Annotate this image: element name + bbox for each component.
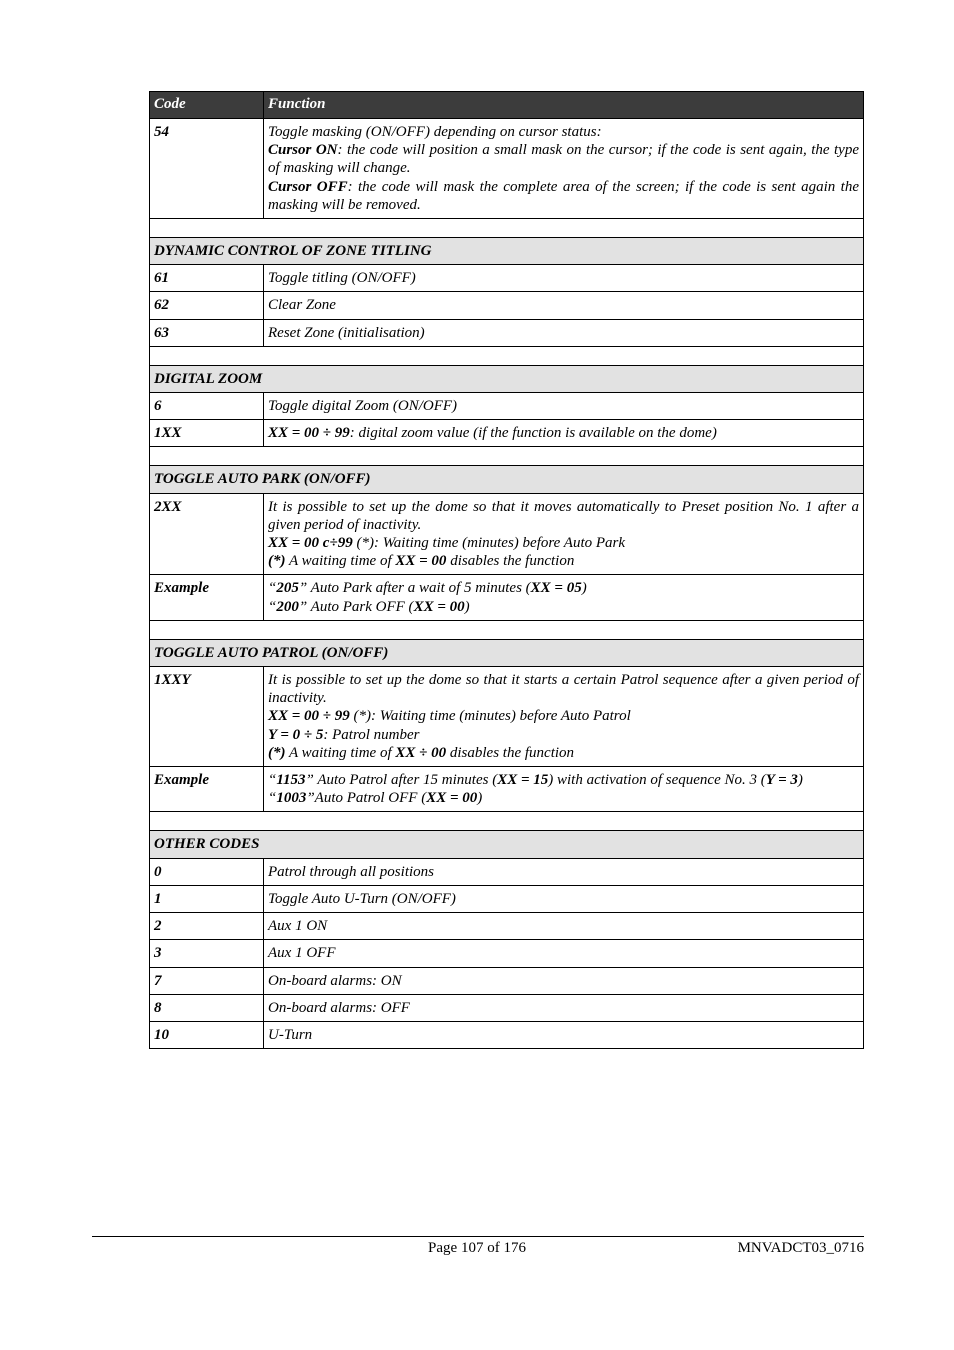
table-row xyxy=(150,265,864,292)
function-text: ” Auto Patrol after 15 minutes ( xyxy=(305,772,498,789)
function-cell: U-Turn xyxy=(264,1021,864,1048)
table-row xyxy=(150,667,864,767)
function-text: ” Auto Park OFF ( xyxy=(298,598,414,615)
function-cell xyxy=(264,575,864,620)
header-code: Code xyxy=(150,92,264,119)
bold-term: XX = 00 ÷ 99 xyxy=(268,708,350,725)
table-row xyxy=(150,575,864,620)
bold-term: (*) xyxy=(268,553,286,570)
section-title: TOGGLE AUTO PATROL (ON/OFF) xyxy=(150,639,864,666)
code-cell: 6 xyxy=(150,393,264,420)
document-code: MNVADCT03_0716 xyxy=(737,1240,864,1256)
table-row xyxy=(150,319,864,346)
code-cell: 1 xyxy=(150,885,264,912)
section-title: OTHER CODES xyxy=(150,831,864,858)
function-text: ) xyxy=(797,772,803,789)
spacer-row xyxy=(150,620,864,639)
section-title: DYNAMIC CONTROL OF ZONE TITLING xyxy=(150,238,864,265)
code-cell: 61 xyxy=(150,265,264,292)
bold-term: XX ÷ 00 xyxy=(395,744,447,761)
code-cell: 63 xyxy=(150,319,264,346)
section-title: TOGGLE AUTO PARK (ON/OFF) xyxy=(150,466,864,493)
function-text: (*): Waiting time (minutes) before Auto Patrol xyxy=(349,708,631,725)
spacer-row xyxy=(150,219,864,238)
table-row xyxy=(150,967,864,994)
example-label: Example xyxy=(150,767,264,812)
bold-term: XX = 00 c÷99 xyxy=(268,535,353,552)
function-text: disables the function xyxy=(446,553,575,570)
bold-term: XX = 00 ÷ 99 xyxy=(268,425,350,442)
function-cell: On-board alarms: ON xyxy=(264,967,864,994)
function-text: A waiting time of xyxy=(285,744,396,761)
function-text: : the code will mask the complete area of the screen; if the code is sent again the masking will be removed. xyxy=(268,178,860,213)
code-cell: 54 xyxy=(150,119,264,219)
bold-term: XX = 00 xyxy=(395,553,447,570)
function-text: ”Auto Patrol OFF ( xyxy=(306,790,427,807)
header-function: Function xyxy=(264,92,864,119)
function-cell: Aux 1 ON xyxy=(264,913,864,940)
function-cell: Aux 1 OFF xyxy=(264,940,864,967)
bold-term: 1003 xyxy=(276,790,307,807)
function-text: A waiting time of xyxy=(285,553,396,570)
function-cell xyxy=(264,493,864,575)
function-text: ) xyxy=(581,580,587,597)
example-label: Example xyxy=(150,575,264,620)
function-text: : digital zoom value (if the function is available on the dome) xyxy=(349,425,717,442)
function-text: disables the function xyxy=(446,744,575,761)
function-text: ) xyxy=(464,598,470,615)
function-cell: Toggle digital Zoom (ON/OFF) xyxy=(264,393,864,420)
code-cell: 7 xyxy=(150,967,264,994)
table-row xyxy=(150,767,864,812)
bold-term: XX = 05 xyxy=(530,580,582,597)
function-cell: Reset Zone (initialisation) xyxy=(264,319,864,346)
function-cell xyxy=(264,420,864,447)
table-row xyxy=(150,858,864,885)
code-cell: 0 xyxy=(150,858,264,885)
function-text: It is possible to set up the dome so that it starts a certain Patrol sequence after a given period of inactivity. xyxy=(268,672,859,707)
code-cell: 3 xyxy=(150,940,264,967)
function-text: : the code will position a small mask on the cursor; if the code is sent again, the type of masking will change. xyxy=(268,142,859,177)
code-cell: 8 xyxy=(150,994,264,1021)
bold-term: XX = 00 xyxy=(426,790,478,807)
function-text: (*): Waiting time (minutes) before Auto Park xyxy=(352,535,626,552)
function-text: It is possible to set up the dome so that it moves automatically to Preset position No. 1 after a given period of inactivity. xyxy=(268,498,859,533)
quote-mark: “ xyxy=(268,790,277,807)
function-text: : Patrol number xyxy=(323,726,420,743)
footer-divider xyxy=(92,1236,864,1237)
bold-term: (*) xyxy=(268,744,286,761)
spacer-row xyxy=(150,447,864,466)
bold-term: Y = 3 xyxy=(765,772,798,789)
bold-term: XX = 00 xyxy=(413,598,465,615)
bold-term: Cursor ON xyxy=(268,142,338,159)
quote-mark: “ xyxy=(268,772,277,789)
table-row xyxy=(150,493,864,575)
section-title: DIGITAL ZOOM xyxy=(150,365,864,392)
function-cell xyxy=(264,767,864,812)
code-cell: 1XX xyxy=(150,420,264,447)
table-row xyxy=(150,885,864,912)
function-cell: Clear Zone xyxy=(264,292,864,319)
codes-table xyxy=(149,91,864,1049)
function-cell xyxy=(264,119,864,219)
page-number: Page 107 of 176 xyxy=(428,1240,526,1256)
code-cell: 10 xyxy=(150,1021,264,1048)
function-cell: Patrol through all positions xyxy=(264,858,864,885)
function-cell xyxy=(264,667,864,767)
function-cell: On-board alarms: OFF xyxy=(264,994,864,1021)
table-row xyxy=(150,292,864,319)
function-text: ) with activation of sequence No. 3 ( xyxy=(548,772,766,789)
table-row xyxy=(150,913,864,940)
code-cell: 2 xyxy=(150,913,264,940)
section-header xyxy=(150,831,864,858)
bold-term: Y = 0 ÷ 5 xyxy=(268,726,324,743)
quote-mark: “ xyxy=(268,580,277,597)
bold-term: 200 xyxy=(276,598,299,615)
table-row xyxy=(150,119,864,219)
function-text: ) xyxy=(477,790,483,807)
table-row xyxy=(150,393,864,420)
spacer-row xyxy=(150,812,864,831)
table-row xyxy=(150,994,864,1021)
bold-term: 1153 xyxy=(276,772,306,789)
spacer-row xyxy=(150,346,864,365)
table-header-row xyxy=(150,92,864,119)
section-header xyxy=(150,466,864,493)
function-cell: Toggle Auto U-Turn (ON/OFF) xyxy=(264,885,864,912)
bold-term: Cursor OFF xyxy=(268,178,348,195)
code-cell: 2XX xyxy=(150,493,264,575)
section-header xyxy=(150,639,864,666)
table-row xyxy=(150,1021,864,1048)
code-cell: 1XXY xyxy=(150,667,264,767)
section-header xyxy=(150,365,864,392)
code-cell: 62 xyxy=(150,292,264,319)
function-cell: Toggle titling (ON/OFF) xyxy=(264,265,864,292)
section-header xyxy=(150,238,864,265)
bold-term: 205 xyxy=(276,580,299,597)
function-text: Toggle masking (ON/OFF) depending on cursor status: xyxy=(268,124,602,140)
table-row xyxy=(150,940,864,967)
function-text: ” Auto Park after a wait of 5 minutes ( xyxy=(298,580,531,597)
table-row xyxy=(150,420,864,447)
bold-term: XX = 15 xyxy=(497,772,549,789)
quote-mark: “ xyxy=(268,598,277,615)
